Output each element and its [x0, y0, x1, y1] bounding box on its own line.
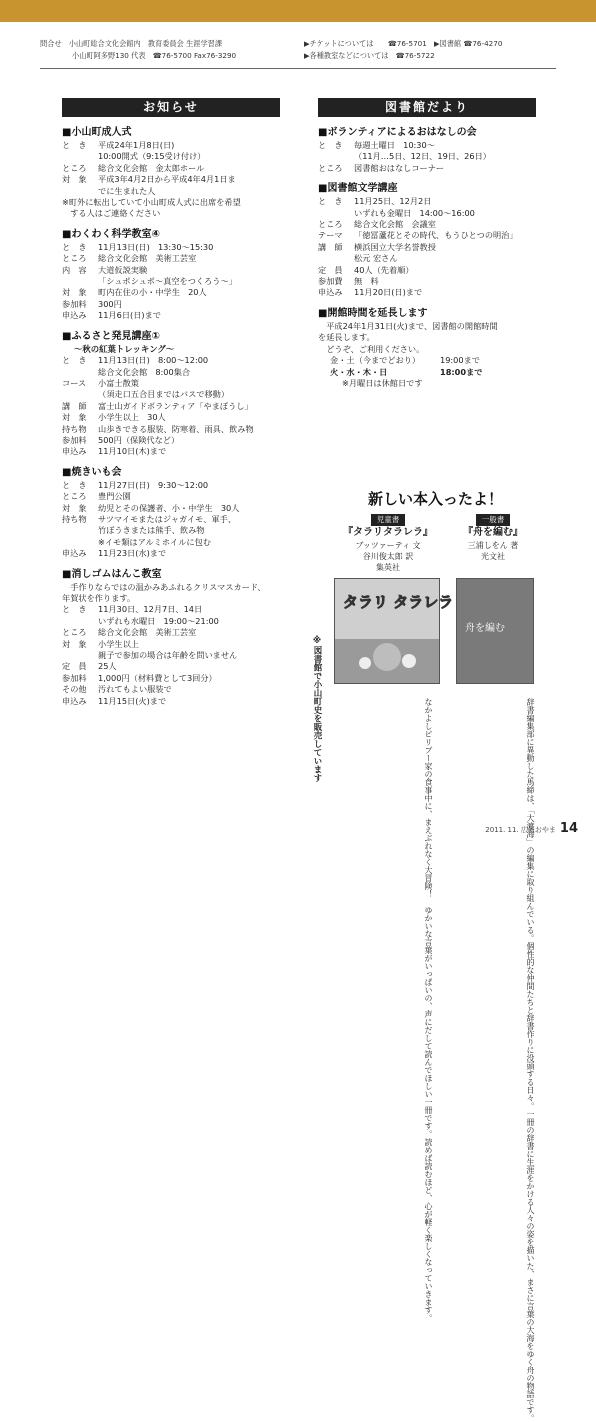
row-value: （11月…5日、12日、19日、26日） — [354, 151, 491, 162]
row-value: 親子で参加の場合は年齢を問いません — [98, 650, 238, 661]
hours-row — [318, 355, 558, 366]
row-value: 「シュポシュポ〜真空をつくろう〜」 — [98, 276, 237, 287]
info-row — [62, 514, 302, 525]
row-key — [318, 208, 354, 219]
row-value: 11月15日(火)まで — [98, 695, 167, 706]
info-row — [62, 378, 302, 389]
info-row — [318, 196, 558, 207]
row-key: 対 象 — [62, 287, 87, 298]
info-row — [318, 140, 558, 151]
row-value: 竹ぼうきまたは熊手、飲み物 — [98, 525, 205, 536]
row-key: 対 象 — [62, 502, 87, 513]
row-value: 横浜国立大学名誉教授 — [354, 241, 436, 252]
events-tel: ☎76-5722 — [395, 51, 435, 60]
row-key: 申込み — [62, 446, 87, 457]
info-row — [62, 491, 302, 502]
info-row — [62, 389, 302, 400]
row-key: ところ — [62, 627, 87, 638]
row-key — [62, 151, 98, 162]
ticket-label: ▶チケットについては — [304, 39, 374, 48]
row-key: ところ — [62, 162, 87, 173]
general-cover-title: 舟を編む — [465, 623, 505, 634]
info-row — [62, 650, 302, 661]
general-badge: 一般書 — [476, 514, 511, 526]
row-value: いずれも水曜日 19:00〜21:00 — [98, 615, 219, 626]
row-key — [62, 537, 98, 548]
info-row — [62, 253, 302, 264]
info-row — [62, 480, 302, 491]
row-key: と き — [62, 140, 87, 150]
row-value: サツマイモまたはジャガイモ、軍手、 — [98, 513, 237, 524]
info-row — [62, 604, 302, 615]
general-book-author: 三浦しをん 著 — [467, 541, 519, 550]
row-value: 25人 — [98, 661, 117, 672]
row-value: 総合文化会館 美術工芸室 — [98, 253, 197, 264]
row-key: 対 象 — [62, 638, 87, 649]
block-heading: ■焼きいも会 — [62, 466, 122, 478]
paragraph-line: 平成24年1月31日(火)まで、図書館の開館時間 — [318, 320, 498, 331]
children-book-author: ブッツァーティ 文 — [355, 541, 421, 550]
row-key: 申込み — [318, 287, 343, 298]
section-title-notices: お知らせ — [62, 98, 280, 117]
issue-info: 2011. 11. 広報おやま — [485, 826, 556, 834]
row-key: 参加料 — [62, 672, 87, 683]
paragraph-line: どうぞ、ご利用ください。 — [318, 343, 425, 354]
block-heading: ■わくわく科学教室④ — [62, 228, 160, 240]
paragraph-line: を延長します。 — [318, 332, 375, 343]
row-value: 500円（保険代など） — [98, 434, 180, 445]
new-books-title: 新しい本入ったよ！ — [368, 490, 504, 508]
row-value: 11月30日、12月7日、14日 — [98, 604, 203, 615]
row-value: 小学生以上 30人 — [98, 412, 166, 423]
row-key: その他 — [62, 684, 87, 695]
info-row — [62, 435, 302, 446]
row-key: 参加費 — [318, 276, 343, 287]
section-title-library: 図書館だより — [318, 98, 536, 117]
general-book-card — [450, 514, 536, 562]
info-row — [62, 140, 302, 151]
info-row — [62, 299, 302, 310]
info-row — [62, 265, 302, 276]
children-book-title: 『タラリタラレラ』 — [343, 527, 433, 538]
info-row — [62, 401, 302, 412]
info-row — [62, 310, 302, 321]
row-key: 申込み — [62, 695, 87, 706]
info-row — [62, 616, 302, 627]
info-row — [62, 661, 302, 672]
town-history-note: ※図書館で小山町史を販売しています — [312, 636, 322, 782]
row-key: ところ — [318, 162, 343, 173]
row-key: 対 象 — [62, 412, 87, 423]
row-value: 図書館おはなしコーナー — [354, 162, 445, 173]
info-row — [318, 265, 558, 276]
row-key: 講 師 — [62, 400, 87, 411]
info-row — [62, 276, 302, 287]
row-value: 11月6日(日)まで — [98, 310, 161, 321]
row-value: （須走口五合目まではバスで移動） — [98, 389, 230, 400]
info-row — [318, 151, 558, 162]
info-row — [318, 276, 558, 287]
children-book-translator: 谷川俊太郎 訳 — [362, 552, 414, 561]
children-badge: 児童書 — [371, 514, 406, 526]
ticket-tel: ☎76-5701 — [387, 39, 427, 48]
row-key: 申込み — [62, 310, 87, 321]
row-value: 10:00開式（9:15受け付け） — [98, 151, 206, 162]
top-color-band — [0, 0, 596, 22]
row-key — [62, 389, 98, 400]
row-key: 内 容 — [62, 264, 87, 275]
row-value: 毎週土曜日 10:30〜 — [354, 140, 435, 150]
block-heading: ■小山町成人式 — [62, 127, 132, 138]
row-value: いずれも金曜日 14:00〜16:00 — [354, 207, 475, 218]
row-key — [62, 616, 98, 627]
library-tel: ☎76-4270 — [463, 39, 503, 48]
row-value: 無 料 — [354, 276, 379, 287]
events-label: ▶各種教室などについては — [304, 51, 389, 60]
info-row — [62, 537, 302, 548]
row-value: 「徳冨蘆花とその時代、もうひとつの明治」 — [354, 230, 518, 241]
info-row — [318, 287, 558, 298]
hours-time: 18:00まで — [440, 366, 483, 377]
row-key: ところ — [62, 491, 87, 502]
closed-note: ※月曜日は休館日です — [342, 377, 423, 388]
row-value: ※イモ類はアルミホイルに包む — [98, 536, 211, 547]
row-value: 町内在住の小・中学生 20人 — [98, 287, 207, 298]
info-row — [62, 424, 302, 435]
info-row — [62, 684, 302, 695]
row-value: 11月23日(水)まで — [98, 548, 167, 559]
info-row — [62, 503, 302, 514]
row-value: 大道仮説実験 — [98, 264, 148, 275]
info-row — [318, 163, 558, 174]
row-value: 11月27日(日) 9:30〜12:00 — [98, 479, 209, 490]
row-key: と き — [62, 355, 87, 366]
block-heading: ■ボランティアによるおはなしの会 — [318, 127, 477, 138]
row-value: 平成24年1月8日(日) — [98, 140, 175, 150]
row-value: 11月13日(日) 8:00〜12:00 — [98, 355, 209, 366]
row-key — [62, 650, 98, 661]
info-row — [62, 174, 302, 185]
row-key: ところ — [318, 219, 343, 230]
row-key — [318, 151, 354, 162]
row-key: 持ち物 — [62, 513, 87, 524]
library-column — [318, 126, 558, 389]
page-footer — [485, 821, 578, 836]
general-book-title: 『舟を編む』 — [463, 527, 523, 538]
general-book-publisher: 光文社 — [481, 552, 505, 561]
row-value: 総合文化会館 金太郎ホール — [98, 162, 205, 173]
row-value: 11月25日、12月2日 — [354, 196, 432, 207]
info-row — [62, 242, 302, 253]
info-row — [318, 219, 558, 230]
row-value: 総合文化会館 8:00集合 — [98, 366, 191, 377]
row-value: 総合文化会館 会議室 — [354, 219, 436, 230]
row-key: と き — [62, 479, 87, 490]
notices-column — [62, 126, 302, 707]
hours-days: 火・水・木・日 — [330, 366, 388, 377]
info-row — [318, 208, 558, 219]
row-key: と き — [62, 604, 87, 615]
intro-line: 手作りならではの温かみあふれるクリスマスカード、 — [62, 581, 266, 592]
row-key — [62, 367, 98, 378]
block-heading: ■開館時間を延長します — [318, 307, 428, 319]
row-key: と き — [318, 196, 343, 207]
row-value: でに生まれた人 — [98, 185, 156, 196]
intro-line: 年賀状を作ります。 — [62, 593, 136, 603]
info-row — [318, 253, 558, 264]
info-row — [62, 446, 302, 457]
block-subtitle: 〜秋の紅葉トレッキング〜 — [74, 343, 175, 354]
row-value: 汚れてもよい服装で — [98, 684, 172, 695]
row-key: 申込み — [62, 548, 87, 559]
info-row — [62, 151, 302, 162]
hours-time: 19:00まで — [440, 355, 480, 366]
block-heading: ■図書館文学講座 — [318, 183, 398, 195]
header-divider — [40, 68, 556, 69]
page-number: 14 — [559, 821, 578, 836]
row-value: 松元 宏さん — [354, 253, 398, 264]
row-value: 富士山ガイドボランティア「やまぼうし」 — [98, 400, 253, 411]
info-row — [62, 696, 302, 707]
row-value: 山歩きできる服装、防寒着、雨具、飲み物 — [98, 423, 254, 434]
info-row — [62, 627, 302, 638]
general-book-cover — [456, 578, 534, 684]
row-key: と き — [318, 140, 343, 150]
info-row — [62, 412, 302, 423]
library-label: ▶図書館 — [434, 39, 462, 48]
row-value: 小富士散策 — [98, 377, 139, 388]
row-key: コース — [62, 377, 87, 388]
block-heading: ■ふるさと発見講座① — [62, 330, 160, 342]
info-row — [318, 242, 558, 253]
row-value: 300円 — [98, 298, 122, 309]
info-row — [62, 287, 302, 298]
row-key: テーマ — [318, 230, 343, 241]
info-row — [62, 548, 302, 559]
hours-days: 金・土（今までどおり） — [330, 355, 421, 366]
children-book-cover — [334, 578, 454, 684]
children-book-publisher: 集英社 — [376, 563, 400, 572]
row-key: 対 象 — [62, 174, 87, 185]
row-key: 参加料 — [62, 298, 87, 309]
row-value: 豊門公園 — [98, 491, 131, 502]
row-value: 総合文化会館 美術工芸室 — [98, 627, 197, 638]
row-value: 平成3年4月2日から平成4年4月1日ま — [98, 174, 236, 185]
note-line: ※町外に転出していて小山町成人式に出席を希望 — [62, 197, 241, 208]
info-row — [62, 367, 302, 378]
row-value: 小学生以上 — [98, 638, 139, 649]
row-value: 11月20日(日)まで — [354, 287, 423, 298]
row-key — [62, 276, 98, 287]
hours-row — [318, 367, 558, 378]
row-key — [318, 253, 354, 264]
row-value: 幼児とその保護者、小・中学生 30人 — [98, 502, 240, 513]
children-cover-title: タラリ タラレラ — [343, 593, 454, 611]
info-row — [62, 186, 302, 197]
info-row — [62, 673, 302, 684]
contact-line1: 小山町総合文化会館内 教育委員会 生涯学習課 — [68, 39, 223, 48]
info-row — [318, 230, 558, 241]
info-row — [62, 525, 302, 536]
children-book-description: なかよしビリブー家の食事中に、まえぶれなく大冒険！ ゆかいな言葉がいっぱいの、声にだして読んでほしい一冊です。読めば読むほど、心が軽く楽しくなっていきます。 — [424, 690, 433, 1322]
row-key: 持ち物 — [62, 423, 87, 434]
row-value: 40人（先着順） — [354, 264, 414, 275]
row-value: 1,000円（材料費として3回分） — [98, 672, 217, 683]
contact-line2: 小山町阿多野130 代表 ☎76-5700 Fax76-3290 — [72, 51, 237, 60]
info-row — [62, 639, 302, 650]
row-key — [62, 186, 98, 197]
block-heading: ■消しゴムはんこ教室 — [62, 568, 162, 580]
children-book-card — [340, 514, 436, 573]
note-line: する人はご連絡ください — [62, 208, 161, 219]
row-key — [62, 525, 98, 536]
info-row — [62, 163, 302, 174]
general-book-description: 辞書編集部に異動した馬締は、「大渡海」の編集に取り組んでいる。個性的な仲間たちと辞書作りに没頭する日々。一冊の辞書に生涯をかける人々の姿を描いた、まさに言葉の大海をゆく舟の物語です。 — [526, 690, 535, 1422]
info-row — [62, 355, 302, 366]
contact-label: 問合せ — [40, 39, 62, 48]
row-key: と き — [62, 241, 87, 252]
row-key: 定 員 — [62, 661, 87, 672]
row-value: 11月13日(日) 13:30〜15:30 — [98, 241, 214, 252]
row-value: 11月10日(木)まで — [98, 446, 167, 457]
row-key: 講 師 — [318, 241, 343, 252]
row-key: 参加料 — [62, 434, 87, 445]
row-key: ところ — [62, 253, 87, 264]
row-key: 定 員 — [318, 264, 343, 275]
